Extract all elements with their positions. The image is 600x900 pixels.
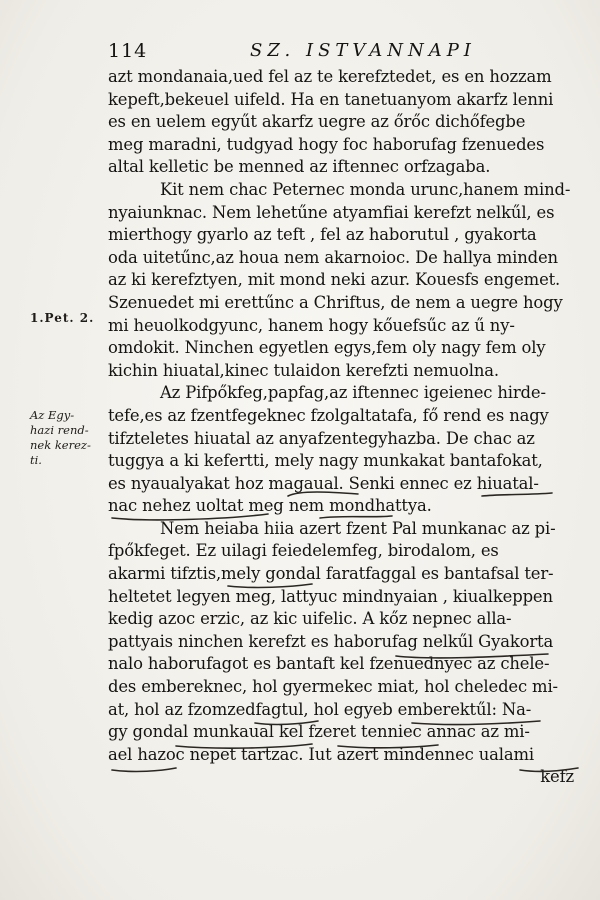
text-line: kichin hiuatal,kinec tulaidon kerefzti nemuolna.	[108, 360, 499, 380]
text-line: nalo haborufagot es bantaft kel fzenuednyec az chele-	[108, 654, 550, 674]
text-line: gy gondal munkaual kel fzeret tenniec annac az mi-	[108, 722, 530, 742]
text-line: pattyais ninchen kerefzt es haborufag nelkűl Gyakorta	[108, 631, 554, 651]
text-line: kedig azoc erzic, az kic uifelic. A kőz nepnec alla-	[108, 609, 512, 629]
text-line: ael hazoc nepet tartzac. Iut azert mindennec ualami	[108, 744, 534, 764]
text-line: mi heuolkodgyunc, hanem hogy kőuefsűc az ű ny-	[108, 315, 515, 335]
text-line: oda uitetűnc,az houa nem akarnoioc. De hallya minden	[108, 247, 558, 267]
text-line: es nyaualyakat hoz magaual. Senki ennec ez hiuatal-	[108, 473, 539, 493]
text-line: nyaiunknac. Nem lehetűne atyamfiai kerefzt nelkűl, es	[108, 202, 555, 222]
text-line: tefe,es az fzentfegeknec fzolgaltatafa, fő rend es nagy	[108, 405, 549, 425]
text-line: nac nehez uoltat meg nem mondhattya.	[108, 496, 432, 516]
margin-note-scripture-reference: 1.Pet. 2.	[30, 311, 95, 325]
page-number: 114	[108, 40, 148, 62]
text-line: Szenuedet mi erettűnc a Chriftus, de nem a uegre hogy	[108, 292, 563, 312]
page-header	[108, 34, 578, 64]
text-line: tifzteletes hiuatal az anyafzentegyhazba. De chac az	[108, 428, 535, 448]
body-text	[108, 66, 584, 789]
text-line: kepeft,bekeuel uifeld. Ha en tanetuanyom akarfz lenni	[108, 89, 554, 109]
margin-note-egyhazi-rend: Az Egy- hazi rend- nek kerez- ti.	[30, 408, 91, 467]
running-head: SZ. ISTVANNAPI	[250, 40, 476, 61]
text-line: Kit nem chac Peternec monda urunc,hanem mind-	[160, 179, 571, 199]
text-line: tuggya a ki kefertti, mely nagy munkakat bantafokat,	[108, 451, 543, 471]
text-line: altal kelletic be menned az iftennec orfzagaba.	[108, 157, 491, 177]
text-line: fpőkfeget. Ez uilagi feiedelemfeg, birodalom, es	[108, 541, 499, 561]
text-line: mierthogy gyarlo az teft , fel az haborutul , gyakorta	[108, 225, 537, 245]
text-line: Az Pifpőkfeg,papfag,az iftennec igeienec hirde-	[160, 383, 546, 403]
text-line: Nem heiaba hiia azert fzent Pal munkanac az pi-	[160, 518, 556, 538]
catchword: kefz	[540, 767, 574, 787]
text-line: at, hol az fzomzedfagtul, hol egyeb emberektűl: Na-	[108, 699, 532, 719]
text-line: es en uelem egyűt akarfz uegre az őrőc dichőfegbe	[108, 112, 526, 132]
text-line: akarmi tifztis,mely gondal faratfaggal es bantafsal ter-	[108, 564, 554, 584]
text-line: azt mondanaia,ued fel az te kerefztedet, es en hozzam	[108, 67, 552, 86]
text-line: omdokit. Ninchen egyetlen egys,fem oly nagy fem oly	[108, 338, 546, 358]
text-line: des embereknec, hol gyermekec miat, hol cheledec mi-	[108, 677, 558, 697]
text-line: heltetet legyen meg, lattyuc mindnyaian , kiualkeppen	[108, 586, 553, 606]
text-line: meg maradni, tudgyad hogy foc haborufag fzenuedes	[108, 134, 545, 154]
text-line: az ki kerefztyen, mit mond neki azur. Kouesfs engemet.	[108, 270, 561, 290]
